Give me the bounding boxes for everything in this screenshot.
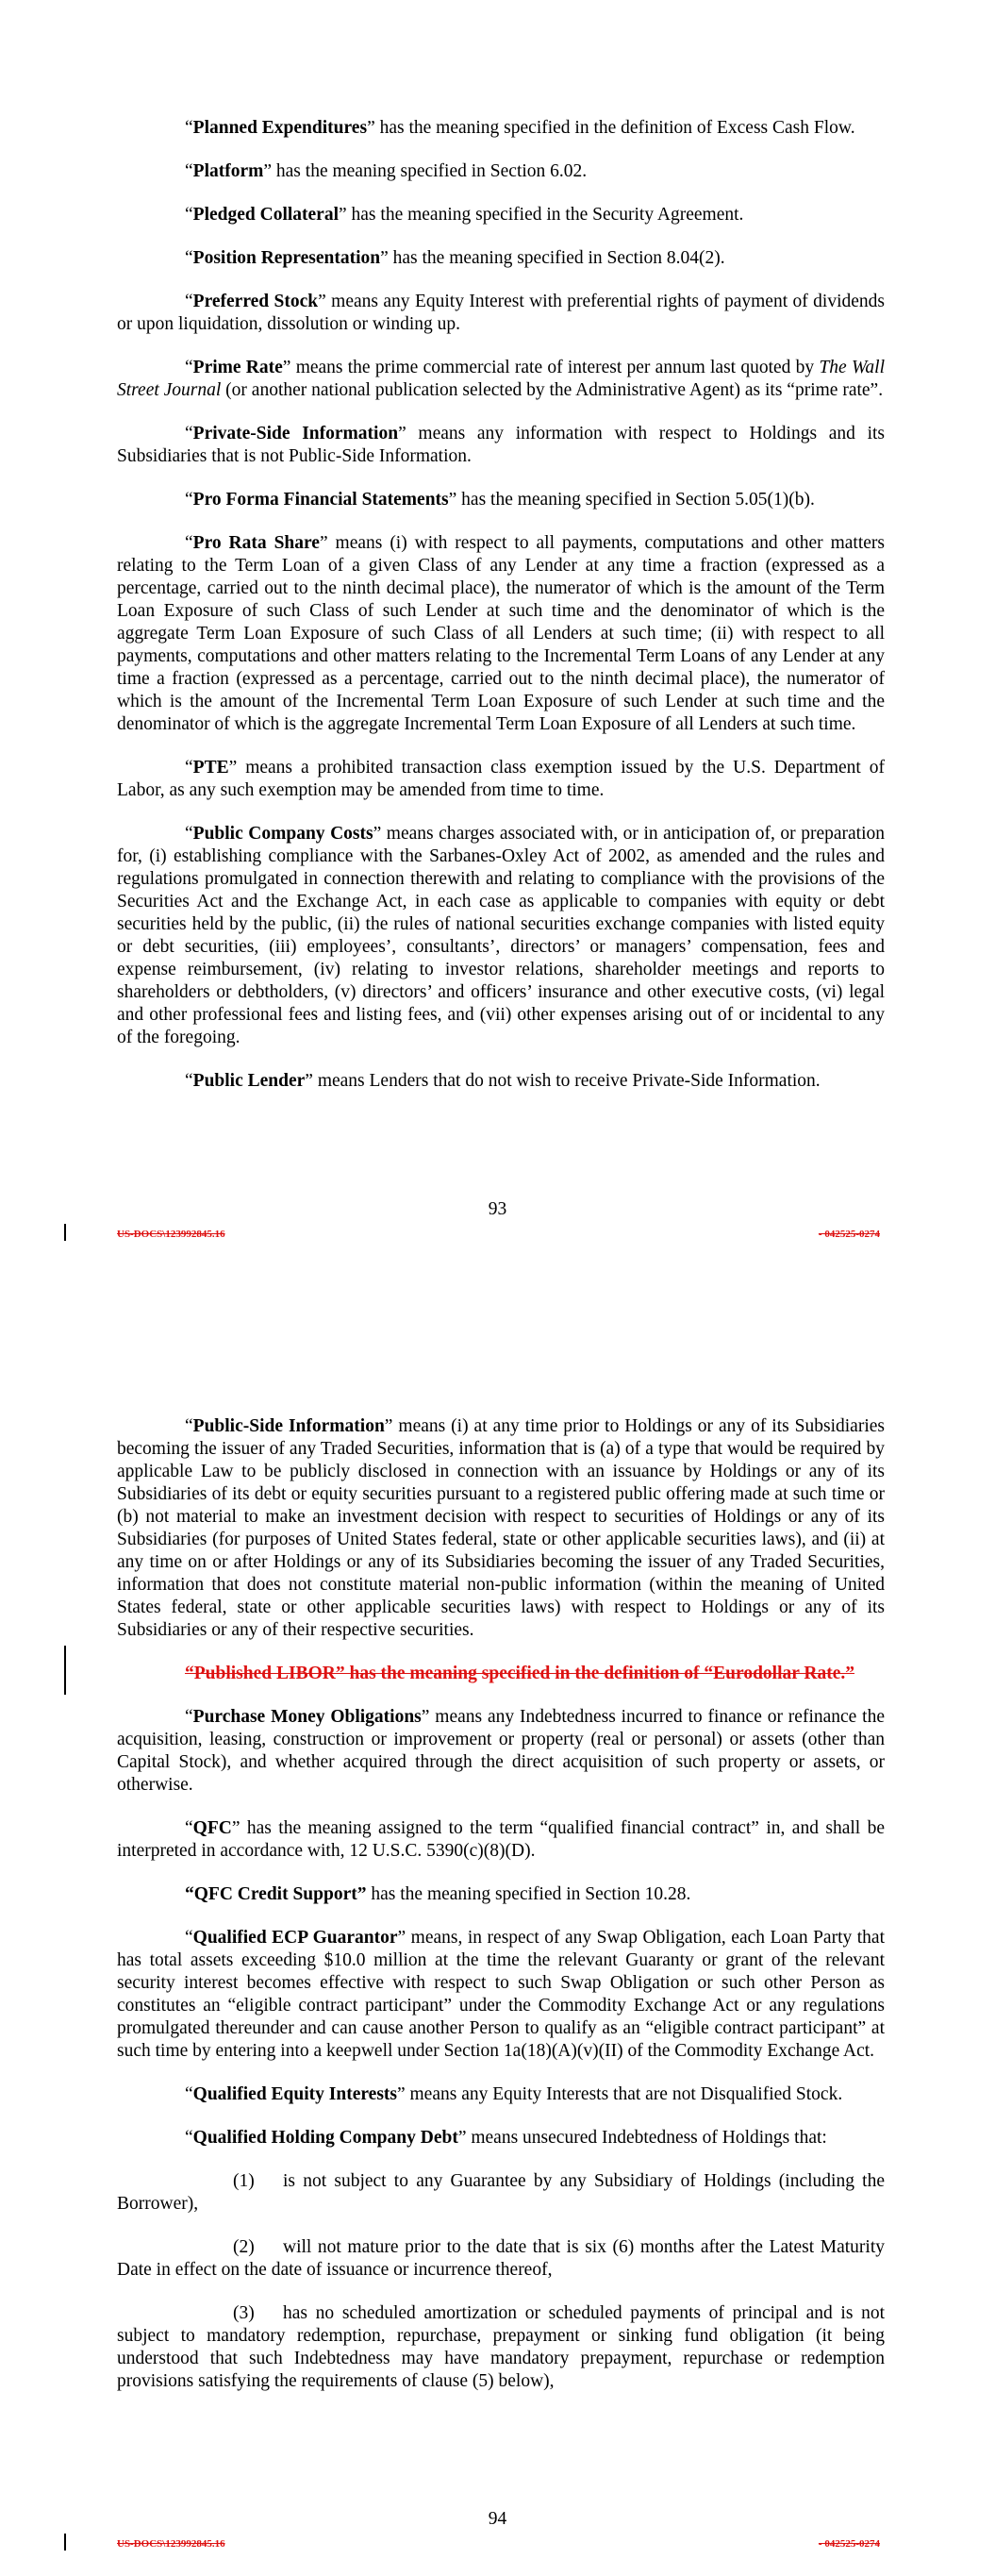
doc-id-right: - 042525-0274: [818, 2538, 880, 2550]
definition-pte: “PTE” means a prohibited transaction class exemption issued by the U.S. Department of Labor, as any such exemption may be amended from time to time.: [117, 758, 885, 800]
definition-public-side-information: “Public-Side Information” means (i) at any time prior to Holdings or any of its Subsidiaries becoming the issuer of any Traded Securities, information that is (a) of a type that would be required by applicable Law to be publicly disclosed in connection with an issuance by Holdings or any of its Subsidiaries of its debt or equity securities pursuant to a registered public offering made at such time or (b) not material to make an investment decision with respect to securities of Holdings or any of its Subsidiaries (for purposes of United States federal, state or other applicable securities laws), and (ii) at any time on or after Holdings or any of its Subsidiaries becoming the issuer of any Traded Securities, information that does not constitute material non-public information (within the meaning of United States federal, state or other applicable securities laws) with respect to Holdings or any of its Subsidiaries or any of their respective securities.: [117, 1416, 885, 1640]
doc-id-right: - 042525-0274: [818, 1229, 880, 1240]
clause-3: (3) has no scheduled amortization or scheduled payments of principal and is not subject to mandatory redemption, repurchase, prepayment or sinking fund obligation (it being understood that such Indebtedness may have mandatory prepayment, repurchase or redemption provisions satisfying the requirements of clause (5) below),: [117, 2303, 885, 2391]
clause-1: (1) is not subject to any Guarantee by any Subsidiary of Holdings (including the Borrower),: [117, 2171, 885, 2214]
doc-id-left: US-DOCS\123992845.16: [117, 2538, 225, 2550]
change-bar: [64, 1224, 66, 1241]
definition-qualified-equity-interests: “Qualified Equity Interests” means any Equity Interests that are not Disqualified Stock.: [185, 2084, 843, 2104]
definition-planned-expenditures: “Planned Expenditures” has the meaning specified in the definition of Excess Cash Flow.: [185, 118, 855, 138]
page-93-body: [117, 117, 885, 1113]
page-number: 94: [488, 2509, 507, 2529]
definition-qualified-ecp-guarantor: “Qualified ECP Guarantor” means, in respect of any Swap Obligation, each Loan Party that has total assets exceeding $10.0 million at the time the relevant Guaranty or grant of the relevant security interest becomes effective with respect to such Swap Obligation or such other Person as constitutes an “eligible contract participant” under the Commodity Exchange Act or any regulations promulgated thereunder and can cause another Person to qualify as an “eligible contract participant” at such time by entering into a keepwell under Section 1a(18)(A)(v)(II) of the Commodity Exchange Act.: [117, 1928, 885, 2061]
definition-pro-forma-financial-statements: “Pro Forma Financial Statements” has the meaning specified in Section 5.05(1)(b).: [185, 490, 815, 510]
definition-pledged-collateral: “Pledged Collateral” has the meaning specified in the Security Agreement.: [185, 205, 744, 225]
page-94: [0, 1274, 995, 2576]
definition-position-representation: “Position Representation” has the meaning specified in Section 8.04(2).: [185, 248, 725, 268]
page-94-body: [117, 1415, 885, 2414]
doc-id-left: US-DOCS\123992845.16: [117, 1229, 225, 1240]
definition-platform: “Platform” has the meaning specified in Section 6.02.: [185, 161, 588, 181]
change-bar: [64, 1646, 66, 1695]
definition-qualified-holding-company-debt: “Qualified Holding Company Debt” means unsecured Indebtedness of Holdings that:: [185, 2128, 827, 2148]
definition-preferred-stock: “Preferred Stock” means any Equity Interest with preferential rights of payment of dividends or upon liquidation, dissolution or winding up.: [117, 292, 885, 334]
clause-2: (2) will not mature prior to the date that is six (6) months after the Latest Maturity Date in effect on the date of issuance or incurrence thereof,: [117, 2237, 885, 2280]
definition-public-company-costs: “Public Company Costs” means charges associated with, or in anticipation of, or preparation for, (i) establishing compliance with the Sarbanes-Oxley Act of 2002, as amended and the rules and regulations promulgated in connection therewith and relating to compliance with the provisions of the Securities Act and the Exchange Act, in each case as applicable to companies with equity or debt securities held by the public, (ii) the rules of national securities exchange companies with listed equity or debt securities, (iii) employees’, consultants’, directors’ or managers’ compensation, fees and expense reimbursement, (iv) relating to investor relations, shareholder meetings and reports to shareholders or debtholders, (v) directors’ and officers’ insurance and other executive costs, (vi) legal and other professional fees and listing fees, and (vii) other expenses arising out of or incidental to any of the foregoing.: [117, 824, 885, 1047]
definition-qfc: “QFC” has the meaning assigned to the term “qualified financial contract” in, and shall be interpreted in accordance with, 12 U.S.C. 5390(c)(8)(D).: [117, 1818, 885, 1861]
change-bar: [64, 2534, 66, 2551]
deleted-definition-published-libor: “Published LIBOR” has the meaning specified in the definition of “Eurodollar Rate.”: [185, 1664, 855, 1683]
definition-purchase-money-obligations: “Purchase Money Obligations” means any Indebtedness incurred to finance or refinance the acquisition, leasing, construction or improvement or property (real or personal) or assets (other than Capital Stock), and whether acquired through the direct acquisition of such property or assets, or otherwise.: [117, 1707, 886, 1795]
page-number: 93: [488, 1199, 507, 1219]
definition-public-lender: “Public Lender” means Lenders that do not wish to receive Private-Side Information.: [185, 1071, 821, 1091]
definition-qfc-credit-support: “QFC Credit Support” has the meaning specified in Section 10.28.: [185, 1884, 691, 1904]
definition-private-side-information: “Private-Side Information” means any information with respect to Holdings and its Subsidiaries that is not Public-Side Information.: [117, 424, 885, 466]
definition-prime-rate: “Prime Rate” means the prime commercial rate of interest per annum last quoted by The Wall Street Journal (or another national publication selected by the Administrative Agent) as its “prime rate”.: [117, 358, 885, 400]
page-93: [0, 0, 995, 1274]
definition-pro-rata-share: “Pro Rata Share” means (i) with respect to all payments, computations and other matters relating to the Term Loan of a given Class of any Lender at any time a fraction (expressed as a percentage, carried out to the ninth decimal place), the numerator of which is the amount of the Term Loan Exposure of such Class of such Lender at such time and the denominator of which is the aggregate Term Loan Exposure of such Class of all Lenders at such time; (ii) with respect to all payments, computations and other matters relating to the Incremental Term Loans of any Lender at any time a fraction (expressed as a percentage, carried out to the ninth decimal place), the numerator of which is the amount of the Incremental Term Loan Exposure of such Lender at such time and the denominator of which is the aggregate Incremental Term Loan Exposure of all Lenders at such time.: [117, 533, 885, 734]
